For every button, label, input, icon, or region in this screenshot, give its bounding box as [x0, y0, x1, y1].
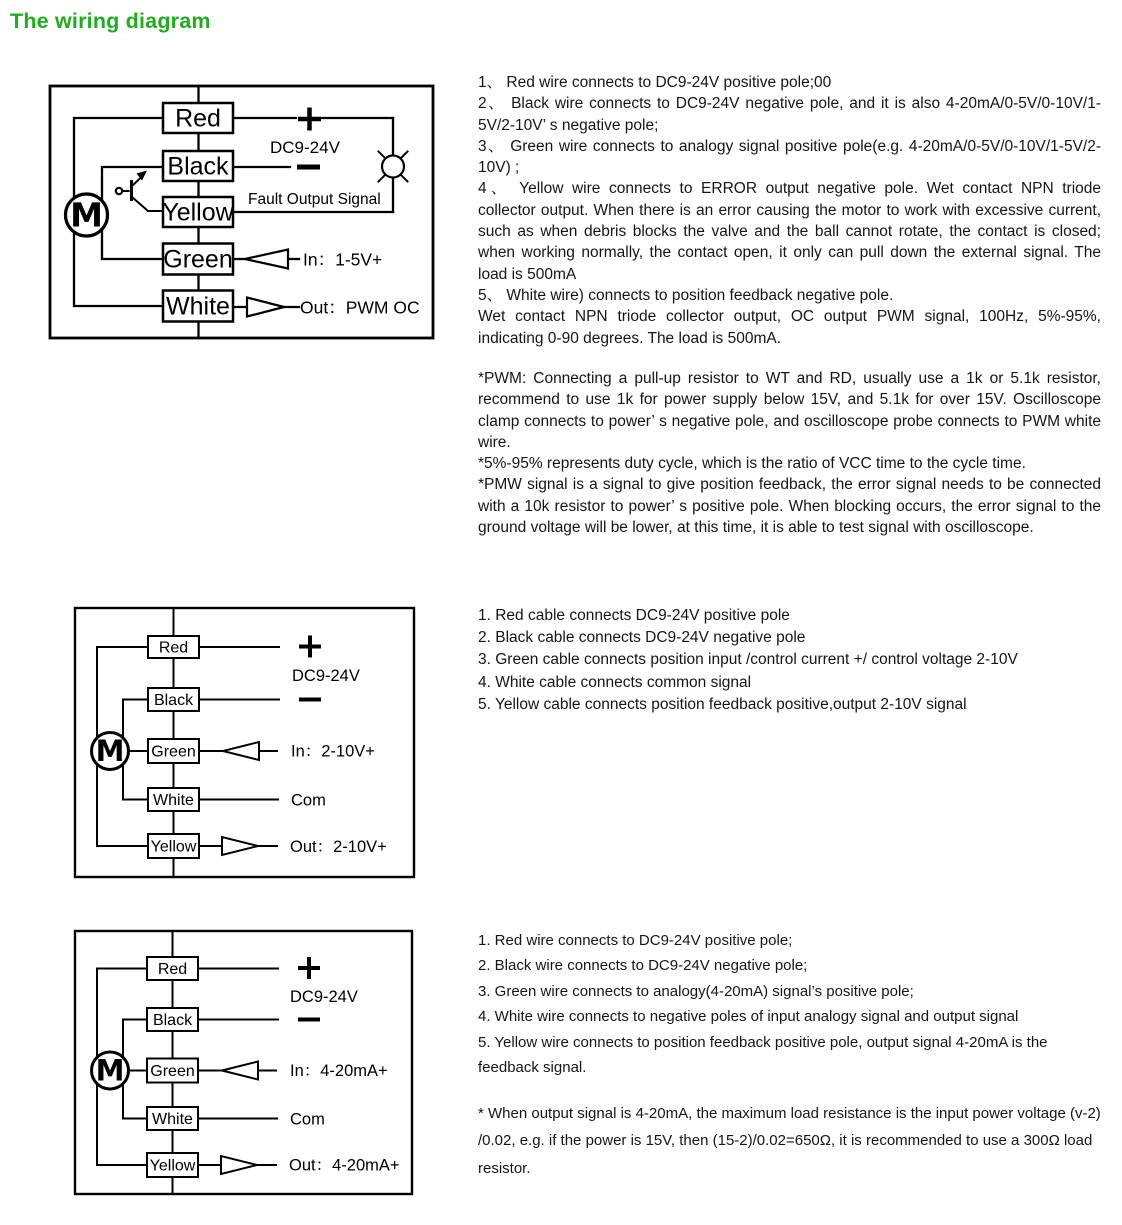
page-title: The wiring diagram — [10, 9, 211, 33]
motor-label: M — [95, 734, 125, 768]
note-item: * When output signal is 4-20mA, the maximum load resistance is the input power voltage (v-2) /0.02, e.g. if the power is 15V, then (15-2)/0.02=650Ω, it is recommended to use a 300Ω load resistor. — [478, 1105, 1101, 1177]
motor-icon — [92, 733, 129, 770]
note-item: *PMW signal is a signal to give position feedback, the error signal needs to be connected with a 10k resistor to power’ s positive pole. When blocking occurs, the error signal to the ground voltage will be lower, at this time, it is able to test signal with oscilloscope. — [478, 476, 1101, 537]
note-item: 3. Green wire connects to analogy(4-20mA) signal’s positive pole; — [478, 982, 914, 1000]
note-item: 5. Yellow cable connects position feedback positive,output 2-10V signal — [478, 695, 967, 713]
input-arrow-icon — [245, 250, 288, 269]
motor-label: M — [70, 195, 103, 235]
wire-label-red: Red — [158, 639, 189, 657]
fault-output-label: Fault Output Signal — [248, 191, 381, 208]
wire-label-black: Black — [152, 1012, 193, 1029]
wire-label-white: White — [153, 792, 194, 809]
note-item: 4、 Yellow wire connects to ERROR output negative pole. Wet contact NPN triode collector output. When there is an error causing the motor to work with excessive current, such as when debris blocks the valve and the ball cannot rotate, the contact is closed; when working normally, the contact open, it only can pull down the external signal. The load is 500mA — [478, 180, 1101, 283]
plus-icon — [298, 108, 321, 131]
power-label: DC9-24V — [270, 138, 340, 157]
note-item: 4. White wire connects to negative poles of input analogy signal and output signal — [478, 1008, 1019, 1026]
wiring-diagram-1 — [46, 82, 442, 344]
note-item: 3. Green cable connects position input /control current +/ control voltage 2-10V — [478, 651, 1018, 669]
note-item: 1. Red cable connects DC9-24V positive pole — [478, 607, 790, 624]
note-item: 3、 Green wire connects to analogy signal positive pole(e.g. 4-20mA/0-5V/0-10V/1-5V/2-10V) ; — [478, 137, 1101, 177]
wire-label-green: Green — [163, 245, 233, 274]
notes-block-2 — [478, 368, 1101, 538]
output-arrow-icon — [221, 1156, 257, 1174]
motor-label: M — [95, 1053, 125, 1088]
output-signal-label: Out：2-10V+ — [290, 838, 387, 856]
wire-label-red: Red — [157, 961, 188, 978]
notes-block-3 — [478, 605, 1101, 716]
lamp-icon — [379, 152, 408, 182]
motor-icon — [92, 1052, 129, 1089]
note-item: 5. Yellow wire connects to position feedback positive pole, output signal 4-20mA is the feedback signal. — [478, 1033, 1048, 1077]
wire-label-white: White — [166, 292, 230, 321]
note-item: 1. Red wire connects to DC9-24V positive pole; — [478, 932, 793, 949]
input-signal-label: In：4-20mA+ — [290, 1062, 388, 1080]
output-signal-label: Out：4-20mA+ — [289, 1156, 400, 1175]
wire-label-red: Red — [175, 104, 221, 133]
wire-label-white: White — [152, 1111, 193, 1128]
notes-block-4 — [478, 928, 1101, 1080]
input-signal-label: In：2-10V+ — [291, 742, 375, 761]
power-label: DC9-24V — [290, 988, 358, 1006]
common-signal-label: Com — [290, 1110, 325, 1129]
motor-icon — [66, 194, 108, 236]
output-signal-label: Out：PWM OC — [300, 297, 420, 318]
input-arrow-icon — [222, 1062, 258, 1080]
npn-transistor-icon — [116, 171, 163, 212]
output-arrow-icon — [247, 298, 284, 317]
note-item: 2. Black cable connects DC9-24V negative pole — [478, 629, 806, 647]
common-signal-label: Com — [291, 791, 326, 810]
plus-icon — [299, 636, 321, 658]
power-label: DC9-24V — [292, 667, 360, 685]
wire-label-yellow: Yellow — [162, 198, 234, 227]
wiring-diagram-2 — [73, 606, 418, 881]
notes-block-5 — [478, 1100, 1101, 1182]
note-item: 5、 White wire) connects to position feedback negative pole. — [478, 286, 894, 304]
note-item: 2. Black wire connects to DC9-24V negative pole; — [478, 957, 808, 975]
note-item: 4. White cable connects common signal — [478, 673, 752, 691]
input-arrow-icon — [223, 742, 259, 760]
wire-label-yellow: Yellow — [150, 838, 197, 856]
plus-icon — [298, 957, 320, 979]
note-item: 1、 Red wire connects to DC9-24V positive pole;00 — [478, 74, 832, 91]
wiring-diagram-3 — [73, 929, 415, 1197]
input-signal-label: In：1-5V+ — [303, 249, 383, 270]
note-item: *5%-95% represents duty cycle, which is the ratio of VCC time to the cycle time. — [478, 455, 1026, 473]
wire-label-black: Black — [167, 152, 229, 181]
wire-label-yellow: Yellow — [149, 1157, 196, 1175]
wire-label-green: Green — [151, 743, 196, 761]
note-item: Wet contact NPN triode collector output, OC output PWM signal, 100Hz, 5%-95%, indicating 0-90 degrees. The load is 500mA. — [478, 308, 1101, 347]
note-item: *PWM: Connecting a pull-up resistor to WT and RD, usually use a 1k or 5.1k resistor, recommend to use 1k for power supply below 15V, and 5.1k for over 15V. Oscilloscope clamp connects to power’ s negative pole, and oscilloscope probe connects to PWM white wire. — [478, 370, 1101, 451]
note-item: 2、 Black wire connects to DC9-24V negative pole, and it is also 4-20mA/0-5V/0-10V/1-5V/2-10V’ s negative pole; — [478, 95, 1101, 134]
notes-block-1 — [478, 72, 1101, 349]
wire-label-black: Black — [153, 692, 194, 709]
wire-label-green: Green — [150, 1063, 195, 1080]
output-arrow-icon — [222, 837, 258, 855]
